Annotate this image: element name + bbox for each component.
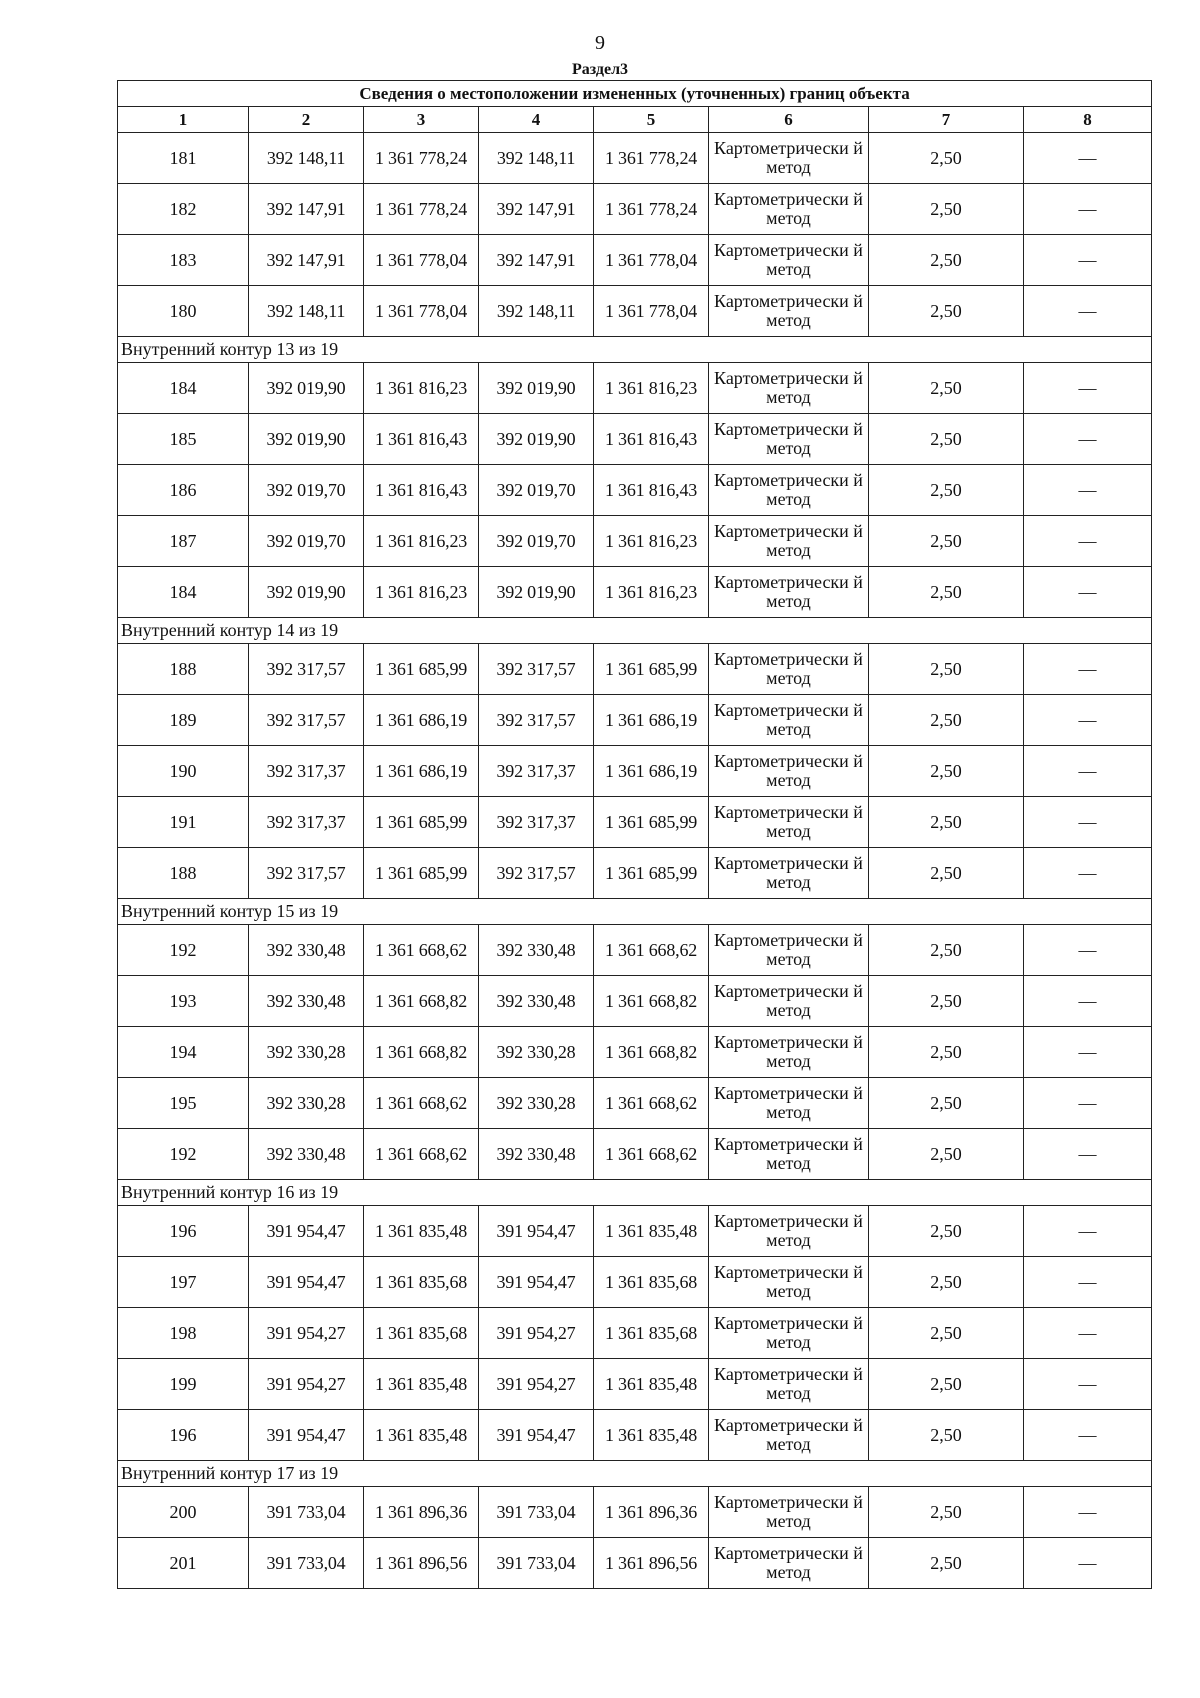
cell-y-existing: 1 361 668,62 bbox=[364, 1129, 479, 1180]
cell-method: Картометрически й метод bbox=[709, 1257, 869, 1308]
cell-x-new: 392 317,37 bbox=[479, 797, 594, 848]
cell-x-new: 392 019,90 bbox=[479, 363, 594, 414]
cell-method: Картометрически й метод bbox=[709, 363, 869, 414]
cell-accuracy: 2,50 bbox=[869, 848, 1024, 899]
cell-description: — bbox=[1024, 695, 1152, 746]
cell-accuracy: 2,50 bbox=[869, 363, 1024, 414]
column-number: 2 bbox=[249, 107, 364, 133]
cell-method: Картометрически й метод bbox=[709, 1206, 869, 1257]
table-row bbox=[118, 644, 1152, 695]
column-number: 3 bbox=[364, 107, 479, 133]
cell-description: — bbox=[1024, 797, 1152, 848]
cell-x-new: 392 148,11 bbox=[479, 286, 594, 337]
cell-x-existing: 392 019,70 bbox=[249, 516, 364, 567]
table-row bbox=[118, 465, 1152, 516]
cell-y-existing: 1 361 686,19 bbox=[364, 695, 479, 746]
cell-y-new: 1 361 668,62 bbox=[594, 1078, 709, 1129]
cell-description: — bbox=[1024, 644, 1152, 695]
cell-x-existing: 391 733,04 bbox=[249, 1487, 364, 1538]
cell-method: Картометрически й метод bbox=[709, 695, 869, 746]
boundary-coordinates-table bbox=[117, 80, 1152, 1589]
cell-method: Картометрически й метод bbox=[709, 567, 869, 618]
cell-y-new: 1 361 816,43 bbox=[594, 414, 709, 465]
cell-y-new: 1 361 778,04 bbox=[594, 235, 709, 286]
cell-y-new: 1 361 816,23 bbox=[594, 516, 709, 567]
table-row bbox=[118, 286, 1152, 337]
table-row bbox=[118, 848, 1152, 899]
table-row bbox=[118, 1487, 1152, 1538]
cell-method: Картометрически й метод bbox=[709, 184, 869, 235]
cell-x-new: 391 954,27 bbox=[479, 1308, 594, 1359]
cell-point-number: 181 bbox=[118, 133, 249, 184]
cell-x-existing: 392 317,57 bbox=[249, 644, 364, 695]
cell-method: Картометрически й метод bbox=[709, 925, 869, 976]
cell-y-existing: 1 361 835,48 bbox=[364, 1206, 479, 1257]
cell-y-existing: 1 361 668,82 bbox=[364, 1027, 479, 1078]
cell-point-number: 184 bbox=[118, 567, 249, 618]
cell-accuracy: 2,50 bbox=[869, 184, 1024, 235]
cell-point-number: 196 bbox=[118, 1206, 249, 1257]
cell-x-new: 392 147,91 bbox=[479, 184, 594, 235]
contour-label: Внутренний контур 16 из 19 bbox=[118, 1180, 1152, 1206]
cell-x-new: 392 019,70 bbox=[479, 516, 594, 567]
cell-point-number: 190 bbox=[118, 746, 249, 797]
cell-description: — bbox=[1024, 848, 1152, 899]
cell-y-new: 1 361 686,19 bbox=[594, 746, 709, 797]
cell-description: — bbox=[1024, 1410, 1152, 1461]
cell-y-new: 1 361 896,36 bbox=[594, 1487, 709, 1538]
cell-x-existing: 392 330,48 bbox=[249, 1129, 364, 1180]
cell-point-number: 180 bbox=[118, 286, 249, 337]
cell-description: — bbox=[1024, 1129, 1152, 1180]
cell-description: — bbox=[1024, 235, 1152, 286]
cell-method: Картометрически й метод bbox=[709, 797, 869, 848]
cell-method: Картометрически й метод bbox=[709, 1129, 869, 1180]
cell-x-existing: 391 954,47 bbox=[249, 1206, 364, 1257]
contour-label: Внутренний контур 15 из 19 bbox=[118, 899, 1152, 925]
cell-method: Картометрически й метод bbox=[709, 1538, 869, 1589]
cell-accuracy: 2,50 bbox=[869, 1410, 1024, 1461]
table-caption-row bbox=[118, 81, 1152, 107]
cell-point-number: 188 bbox=[118, 848, 249, 899]
cell-y-existing: 1 361 835,68 bbox=[364, 1257, 479, 1308]
cell-accuracy: 2,50 bbox=[869, 695, 1024, 746]
column-number-row bbox=[118, 107, 1152, 133]
cell-point-number: 194 bbox=[118, 1027, 249, 1078]
cell-x-new: 392 019,70 bbox=[479, 465, 594, 516]
cell-description: — bbox=[1024, 976, 1152, 1027]
cell-y-existing: 1 361 778,04 bbox=[364, 235, 479, 286]
table-row bbox=[118, 1308, 1152, 1359]
cell-method: Картометрически й метод bbox=[709, 1359, 869, 1410]
table-row bbox=[118, 695, 1152, 746]
cell-y-new: 1 361 668,82 bbox=[594, 1027, 709, 1078]
column-number: 5 bbox=[594, 107, 709, 133]
cell-description: — bbox=[1024, 184, 1152, 235]
cell-y-existing: 1 361 816,43 bbox=[364, 465, 479, 516]
cell-description: — bbox=[1024, 286, 1152, 337]
cell-accuracy: 2,50 bbox=[869, 1538, 1024, 1589]
cell-description: — bbox=[1024, 1078, 1152, 1129]
cell-method: Картометрически й метод bbox=[709, 235, 869, 286]
cell-point-number: 187 bbox=[118, 516, 249, 567]
cell-method: Картометрически й метод bbox=[709, 848, 869, 899]
cell-accuracy: 2,50 bbox=[869, 1027, 1024, 1078]
cell-method: Картометрически й метод bbox=[709, 414, 869, 465]
cell-method: Картометрически й метод bbox=[709, 1027, 869, 1078]
column-number: 7 bbox=[869, 107, 1024, 133]
cell-x-existing: 392 019,70 bbox=[249, 465, 364, 516]
cell-description: — bbox=[1024, 1538, 1152, 1589]
cell-point-number: 195 bbox=[118, 1078, 249, 1129]
cell-y-existing: 1 361 816,23 bbox=[364, 363, 479, 414]
cell-description: — bbox=[1024, 465, 1152, 516]
cell-accuracy: 2,50 bbox=[869, 1129, 1024, 1180]
cell-x-new: 392 019,90 bbox=[479, 567, 594, 618]
cell-point-number: 196 bbox=[118, 1410, 249, 1461]
cell-y-existing: 1 361 896,36 bbox=[364, 1487, 479, 1538]
cell-point-number: 191 bbox=[118, 797, 249, 848]
cell-point-number: 184 bbox=[118, 363, 249, 414]
cell-y-new: 1 361 896,56 bbox=[594, 1538, 709, 1589]
cell-method: Картометрически й метод bbox=[709, 1410, 869, 1461]
cell-y-new: 1 361 816,23 bbox=[594, 363, 709, 414]
contour-header-row bbox=[118, 337, 1152, 363]
cell-accuracy: 2,50 bbox=[869, 286, 1024, 337]
cell-y-new: 1 361 668,62 bbox=[594, 1129, 709, 1180]
cell-y-new: 1 361 778,24 bbox=[594, 133, 709, 184]
cell-y-new: 1 361 668,62 bbox=[594, 925, 709, 976]
cell-y-new: 1 361 778,24 bbox=[594, 184, 709, 235]
cell-y-existing: 1 361 778,24 bbox=[364, 184, 479, 235]
cell-y-existing: 1 361 816,23 bbox=[364, 567, 479, 618]
cell-point-number: 197 bbox=[118, 1257, 249, 1308]
cell-description: — bbox=[1024, 746, 1152, 797]
cell-description: — bbox=[1024, 925, 1152, 976]
cell-accuracy: 2,50 bbox=[869, 797, 1024, 848]
cell-x-existing: 392 019,90 bbox=[249, 567, 364, 618]
cell-description: — bbox=[1024, 414, 1152, 465]
cell-description: — bbox=[1024, 1027, 1152, 1078]
cell-y-new: 1 361 835,48 bbox=[594, 1410, 709, 1461]
cell-point-number: 183 bbox=[118, 235, 249, 286]
cell-y-existing: 1 361 668,62 bbox=[364, 1078, 479, 1129]
table-row bbox=[118, 1538, 1152, 1589]
cell-accuracy: 2,50 bbox=[869, 1257, 1024, 1308]
cell-description: — bbox=[1024, 1257, 1152, 1308]
cell-description: — bbox=[1024, 1487, 1152, 1538]
cell-x-new: 392 330,48 bbox=[479, 976, 594, 1027]
cell-y-existing: 1 361 686,19 bbox=[364, 746, 479, 797]
column-number: 1 bbox=[118, 107, 249, 133]
table-row bbox=[118, 1078, 1152, 1129]
contour-header-row bbox=[118, 618, 1152, 644]
cell-accuracy: 2,50 bbox=[869, 1308, 1024, 1359]
cell-x-existing: 392 148,11 bbox=[249, 133, 364, 184]
cell-accuracy: 2,50 bbox=[869, 567, 1024, 618]
cell-point-number: 193 bbox=[118, 976, 249, 1027]
cell-y-new: 1 361 816,43 bbox=[594, 465, 709, 516]
table-row bbox=[118, 363, 1152, 414]
cell-description: — bbox=[1024, 516, 1152, 567]
cell-y-new: 1 361 686,19 bbox=[594, 695, 709, 746]
cell-x-new: 392 019,90 bbox=[479, 414, 594, 465]
cell-method: Картометрически й метод bbox=[709, 286, 869, 337]
cell-point-number: 185 bbox=[118, 414, 249, 465]
cell-point-number: 182 bbox=[118, 184, 249, 235]
cell-point-number: 198 bbox=[118, 1308, 249, 1359]
cell-x-new: 391 733,04 bbox=[479, 1487, 594, 1538]
cell-accuracy: 2,50 bbox=[869, 925, 1024, 976]
cell-accuracy: 2,50 bbox=[869, 414, 1024, 465]
cell-x-new: 391 954,47 bbox=[479, 1257, 594, 1308]
cell-y-existing: 1 361 685,99 bbox=[364, 797, 479, 848]
cell-x-existing: 392 317,37 bbox=[249, 797, 364, 848]
cell-x-new: 392 317,57 bbox=[479, 644, 594, 695]
table-caption: Сведения о местоположении измененных (уточненных) границ объекта bbox=[118, 81, 1152, 107]
cell-method: Картометрически й метод bbox=[709, 644, 869, 695]
cell-x-existing: 392 317,57 bbox=[249, 695, 364, 746]
table-row bbox=[118, 516, 1152, 567]
cell-x-existing: 391 954,27 bbox=[249, 1359, 364, 1410]
cell-x-existing: 392 019,90 bbox=[249, 363, 364, 414]
cell-y-new: 1 361 685,99 bbox=[594, 848, 709, 899]
cell-y-new: 1 361 685,99 bbox=[594, 644, 709, 695]
cell-y-new: 1 361 835,48 bbox=[594, 1206, 709, 1257]
cell-method: Картометрически й метод bbox=[709, 1487, 869, 1538]
page-number: 9 bbox=[595, 32, 605, 54]
table-row bbox=[118, 1027, 1152, 1078]
cell-x-existing: 392 317,37 bbox=[249, 746, 364, 797]
column-number: 8 bbox=[1024, 107, 1152, 133]
cell-y-new: 1 361 816,23 bbox=[594, 567, 709, 618]
cell-accuracy: 2,50 bbox=[869, 1206, 1024, 1257]
column-number: 6 bbox=[709, 107, 869, 133]
contour-label: Внутренний контур 17 из 19 bbox=[118, 1461, 1152, 1487]
column-number: 4 bbox=[479, 107, 594, 133]
cell-x-existing: 391 733,04 bbox=[249, 1538, 364, 1589]
cell-description: — bbox=[1024, 1308, 1152, 1359]
cell-x-existing: 392 330,48 bbox=[249, 925, 364, 976]
cell-x-new: 392 317,37 bbox=[479, 746, 594, 797]
cell-x-new: 392 330,28 bbox=[479, 1078, 594, 1129]
table-row bbox=[118, 925, 1152, 976]
cell-x-existing: 391 954,47 bbox=[249, 1257, 364, 1308]
table-row bbox=[118, 414, 1152, 465]
cell-x-existing: 391 954,27 bbox=[249, 1308, 364, 1359]
cell-x-existing: 392 147,91 bbox=[249, 184, 364, 235]
contour-header-row bbox=[118, 1180, 1152, 1206]
cell-x-new: 392 147,91 bbox=[479, 235, 594, 286]
cell-y-existing: 1 361 778,24 bbox=[364, 133, 479, 184]
cell-accuracy: 2,50 bbox=[869, 1078, 1024, 1129]
cell-accuracy: 2,50 bbox=[869, 1359, 1024, 1410]
cell-method: Картометрически й метод bbox=[709, 133, 869, 184]
table-row bbox=[118, 976, 1152, 1027]
cell-accuracy: 2,50 bbox=[869, 516, 1024, 567]
cell-y-existing: 1 361 668,82 bbox=[364, 976, 479, 1027]
cell-point-number: 192 bbox=[118, 1129, 249, 1180]
cell-x-new: 392 148,11 bbox=[479, 133, 594, 184]
cell-x-existing: 392 330,28 bbox=[249, 1027, 364, 1078]
cell-x-new: 392 330,48 bbox=[479, 925, 594, 976]
cell-x-existing: 392 330,28 bbox=[249, 1078, 364, 1129]
table-row bbox=[118, 567, 1152, 618]
table-row bbox=[118, 184, 1152, 235]
table-row bbox=[118, 235, 1152, 286]
cell-accuracy: 2,50 bbox=[869, 1487, 1024, 1538]
cell-accuracy: 2,50 bbox=[869, 465, 1024, 516]
cell-x-existing: 392 019,90 bbox=[249, 414, 364, 465]
cell-description: — bbox=[1024, 1206, 1152, 1257]
contour-label: Внутренний контур 13 из 19 bbox=[118, 337, 1152, 363]
table-row bbox=[118, 133, 1152, 184]
cell-y-existing: 1 361 835,48 bbox=[364, 1359, 479, 1410]
cell-point-number: 200 bbox=[118, 1487, 249, 1538]
cell-y-existing: 1 361 835,68 bbox=[364, 1308, 479, 1359]
cell-description: — bbox=[1024, 133, 1152, 184]
cell-y-existing: 1 361 835,48 bbox=[364, 1410, 479, 1461]
cell-y-existing: 1 361 816,23 bbox=[364, 516, 479, 567]
table-row bbox=[118, 746, 1152, 797]
cell-x-new: 391 954,27 bbox=[479, 1359, 594, 1410]
cell-point-number: 188 bbox=[118, 644, 249, 695]
cell-method: Картометрически й метод bbox=[709, 1308, 869, 1359]
cell-x-new: 391 733,04 bbox=[479, 1538, 594, 1589]
table-row bbox=[118, 1206, 1152, 1257]
cell-y-new: 1 361 668,82 bbox=[594, 976, 709, 1027]
table-row bbox=[118, 797, 1152, 848]
cell-x-new: 392 330,28 bbox=[479, 1027, 594, 1078]
cell-y-existing: 1 361 778,04 bbox=[364, 286, 479, 337]
cell-point-number: 186 bbox=[118, 465, 249, 516]
contour-header-row bbox=[118, 899, 1152, 925]
cell-point-number: 192 bbox=[118, 925, 249, 976]
cell-x-existing: 391 954,47 bbox=[249, 1410, 364, 1461]
cell-accuracy: 2,50 bbox=[869, 976, 1024, 1027]
cell-y-existing: 1 361 668,62 bbox=[364, 925, 479, 976]
cell-x-new: 391 954,47 bbox=[479, 1410, 594, 1461]
cell-method: Картометрически й метод bbox=[709, 1078, 869, 1129]
cell-point-number: 199 bbox=[118, 1359, 249, 1410]
cell-y-new: 1 361 778,04 bbox=[594, 286, 709, 337]
table-row bbox=[118, 1410, 1152, 1461]
cell-y-existing: 1 361 896,56 bbox=[364, 1538, 479, 1589]
table-row bbox=[118, 1359, 1152, 1410]
contour-header-row bbox=[118, 1461, 1152, 1487]
cell-y-new: 1 361 835,68 bbox=[594, 1257, 709, 1308]
cell-point-number: 189 bbox=[118, 695, 249, 746]
cell-x-existing: 392 317,57 bbox=[249, 848, 364, 899]
table-row bbox=[118, 1129, 1152, 1180]
cell-accuracy: 2,50 bbox=[869, 746, 1024, 797]
cell-y-new: 1 361 685,99 bbox=[594, 797, 709, 848]
cell-x-new: 392 330,48 bbox=[479, 1129, 594, 1180]
table-row bbox=[118, 1257, 1152, 1308]
cell-method: Картометрически й метод bbox=[709, 465, 869, 516]
cell-x-new: 392 317,57 bbox=[479, 848, 594, 899]
cell-method: Картометрически й метод bbox=[709, 976, 869, 1027]
cell-accuracy: 2,50 bbox=[869, 133, 1024, 184]
cell-x-existing: 392 147,91 bbox=[249, 235, 364, 286]
cell-x-new: 391 954,47 bbox=[479, 1206, 594, 1257]
contour-label: Внутренний контур 14 из 19 bbox=[118, 618, 1152, 644]
cell-x-existing: 392 148,11 bbox=[249, 286, 364, 337]
cell-point-number: 201 bbox=[118, 1538, 249, 1589]
cell-description: — bbox=[1024, 1359, 1152, 1410]
cell-y-existing: 1 361 685,99 bbox=[364, 644, 479, 695]
cell-accuracy: 2,50 bbox=[869, 644, 1024, 695]
cell-x-existing: 392 330,48 bbox=[249, 976, 364, 1027]
table-body bbox=[118, 81, 1152, 1589]
cell-y-new: 1 361 835,48 bbox=[594, 1359, 709, 1410]
cell-y-existing: 1 361 816,43 bbox=[364, 414, 479, 465]
cell-y-new: 1 361 835,68 bbox=[594, 1308, 709, 1359]
cell-method: Картометрически й метод bbox=[709, 516, 869, 567]
cell-description: — bbox=[1024, 363, 1152, 414]
cell-method: Картометрически й метод bbox=[709, 746, 869, 797]
cell-x-new: 392 317,57 bbox=[479, 695, 594, 746]
section-title: Раздел3 bbox=[571, 61, 629, 78]
cell-accuracy: 2,50 bbox=[869, 235, 1024, 286]
cell-description: — bbox=[1024, 567, 1152, 618]
cell-y-existing: 1 361 685,99 bbox=[364, 848, 479, 899]
